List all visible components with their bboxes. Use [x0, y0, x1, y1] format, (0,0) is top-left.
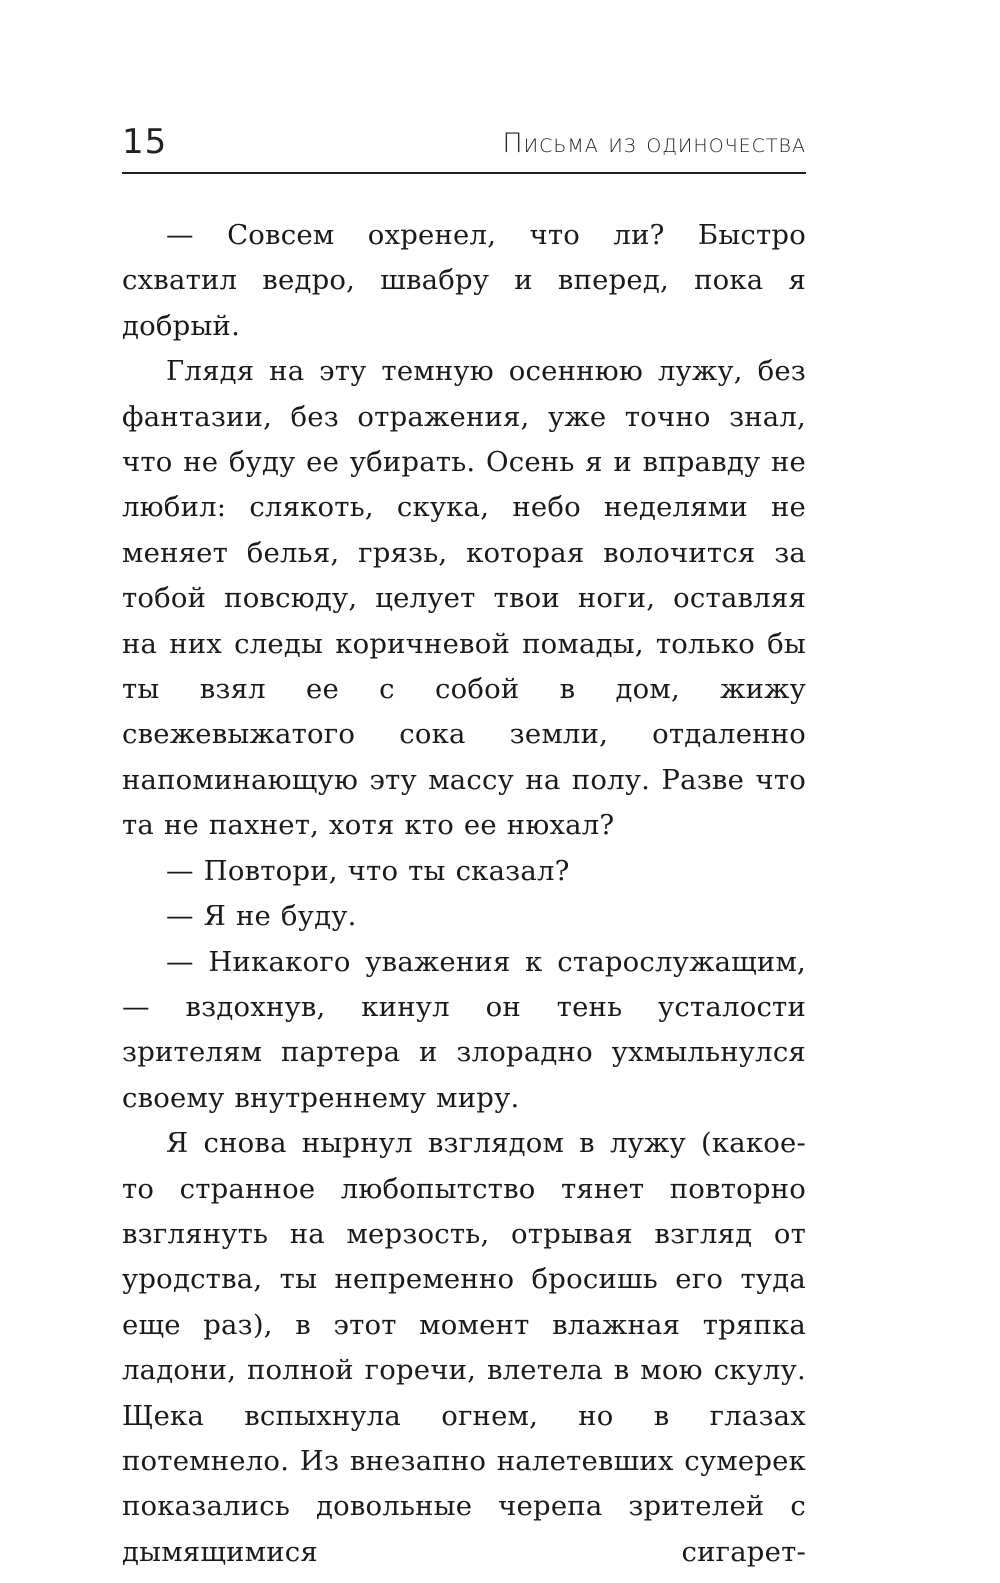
paragraph-dialogue-1: — Совсем охренел, что ли? Быстро схватил ведро, швабру и вперед, пока я добрый.: [122, 219, 806, 342]
paragraph-narration-2: Я снова нырнул взглядом в лужу (какое-то странное любопытство тянет повторно взглянуть на мерзость, отрывая взгляд от уродства, ты непременно бросишь его туда еще раз), в этот момент влажная тряпка ладони, полной горечи, влетела в мою скулу. Щека вспыхнула огнем, но в глазах потемнело. Из внезапно налетевших сумерек показались довольные черепа зрителей с дымящимися сигарет-: [122, 1127, 806, 1568]
paragraph-narration-1: Глядя на эту темную осеннюю лужу, без фантазии, без отражения, уже точно знал, что не буду ее убирать. Осень я и вправду не любил: слякоть, скука, небо неделями не меняет белья, грязь, которая волочится за тобой повсюду, целует твои ноги, оставляя на них следы коричневой помады, только бы ты взял ее с собой в дом, жижу свежевыжатого сока земли, отдаленно напоминающую эту массу на полу. Разве что та не пахнет, хотя кто ее нюхал?: [122, 355, 806, 842]
body-text: [122, 213, 806, 1575]
page-number: 15: [122, 122, 168, 162]
paragraph-dialogue-2: — Повтори, что ты сказал?: [166, 854, 570, 887]
header-divider: [122, 172, 806, 174]
book-title: Письма из одиночества: [502, 128, 806, 159]
running-header: [122, 118, 806, 162]
paragraph-dialogue-4: — Никакого уважения к старослужащим, — вздохнув, кинул он тень усталости зрителям партера и злорадно ухмыльнулся своему внутреннему миру.: [122, 945, 806, 1114]
paragraph-dialogue-3: — Я не буду.: [166, 900, 357, 933]
